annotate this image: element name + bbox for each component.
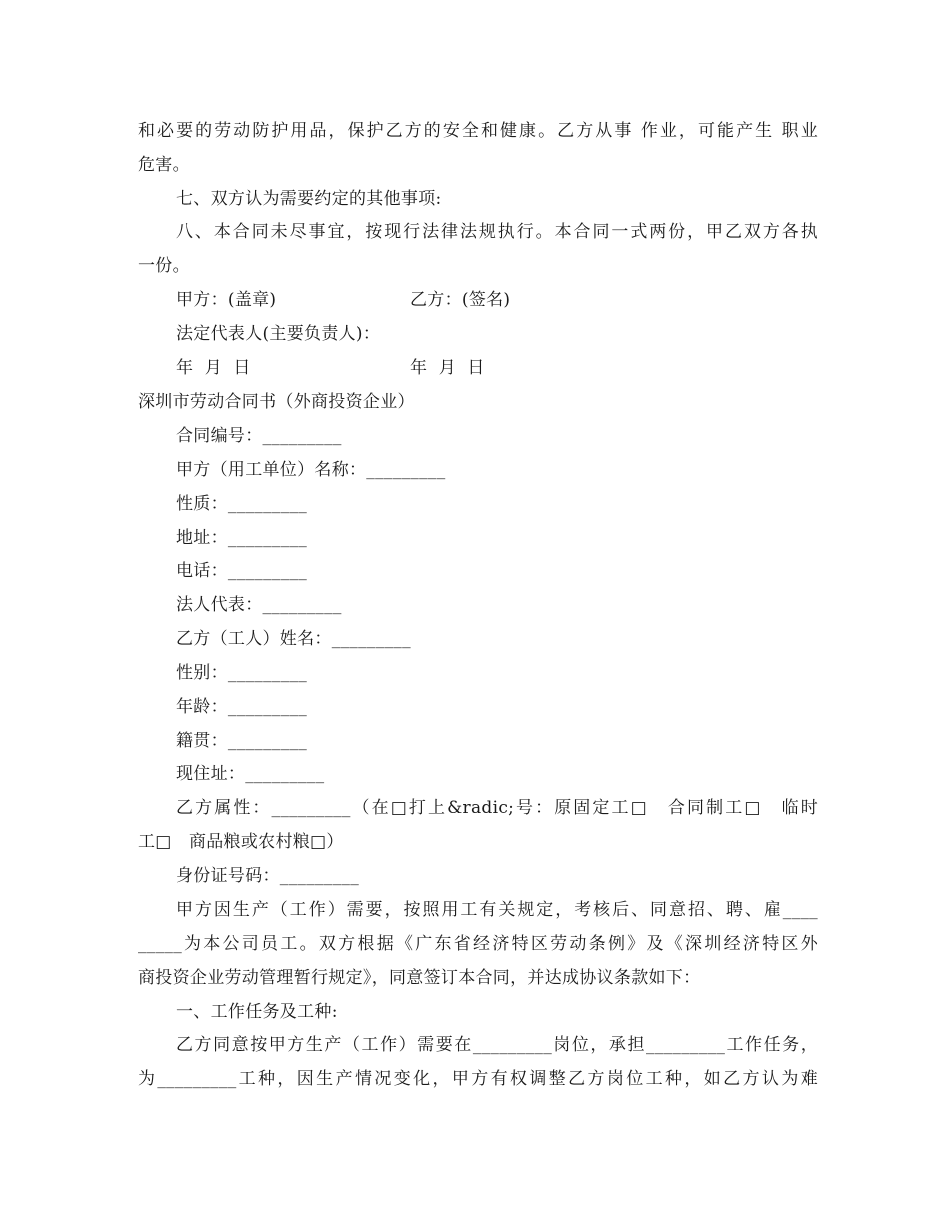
- section-body-line: 乙方同意按甲方生产（工作）需要在_________岗位，承担_________工作任务，: [176, 1035, 818, 1055]
- field-gender: 性别：_________: [176, 663, 308, 683]
- clause-seven: 七、双方认为需要约定的其他事项:: [176, 189, 442, 209]
- field-contract-number: 合同编号：_________: [176, 426, 342, 446]
- document-title: 深圳市劳动合同书（外商投资企业）: [138, 392, 415, 412]
- field-address: 地址：_________: [176, 528, 308, 548]
- section-heading: 一、工作任务及工种:: [176, 1002, 338, 1022]
- field-current-address: 现住址：_________: [176, 764, 325, 784]
- signature-row: [176, 288, 818, 312]
- party-b-date: 年 月 日: [410, 358, 485, 378]
- field-worker-name: 乙方（工人）姓名：_________: [176, 629, 411, 649]
- field-native-place: 籍贯：_________: [176, 731, 308, 751]
- date-row: [176, 356, 818, 380]
- section-body-line: 为_________工种，因生产情况变化，甲方有权调整乙方岗位工种，如乙方认为难: [138, 1069, 818, 1089]
- field-legal-rep: 法人代表：_________: [176, 595, 342, 615]
- field-worker-type: 乙方属性：_________（在□打上&radic;号：原固定工□ 合同制工□ 临时: [176, 798, 818, 818]
- preamble-line: 商投资企业劳动管理暂行规定》，同意签订本合同，并达成协议条款如下：: [138, 968, 701, 988]
- party-a-seal-label: 甲方：(盖章): [176, 290, 277, 310]
- paragraph-line: 工□ 商品粮或农村粮□）: [138, 832, 344, 852]
- preamble-line: 甲方因生产（工作）需要，按照用工有关规定，考核后、同意招、聘、雇____: [176, 900, 818, 920]
- field-employer-name: 甲方（用工单位）名称：_________: [176, 460, 446, 480]
- field-id-number: 身份证号码：_________: [176, 866, 359, 886]
- clause-eight: 八、本合同未尽事宜，按现行法律法规执行。本合同一式两份，甲乙双方各执: [176, 222, 818, 242]
- party-b-sign-label: 乙方：(签名): [410, 290, 511, 310]
- legal-representative-label: 法定代表人(主要负责人)：: [176, 324, 381, 344]
- paragraph-line: 和必要的劳动防护用品，保护乙方的安全和健康。乙方从事 作业，可能产生 职业: [138, 121, 818, 141]
- preamble-line: _____为本公司员工。双方根据《广东省经济特区劳动条例》及《深圳经济特区外: [138, 934, 818, 954]
- field-age: 年龄：_________: [176, 697, 308, 717]
- party-a-date: 年 月 日: [176, 358, 251, 378]
- paragraph-line: 危害。: [138, 155, 190, 175]
- paragraph-line: 一份。: [138, 256, 190, 276]
- field-phone: 电话：_________: [176, 561, 308, 581]
- field-nature: 性质：_________: [176, 494, 308, 514]
